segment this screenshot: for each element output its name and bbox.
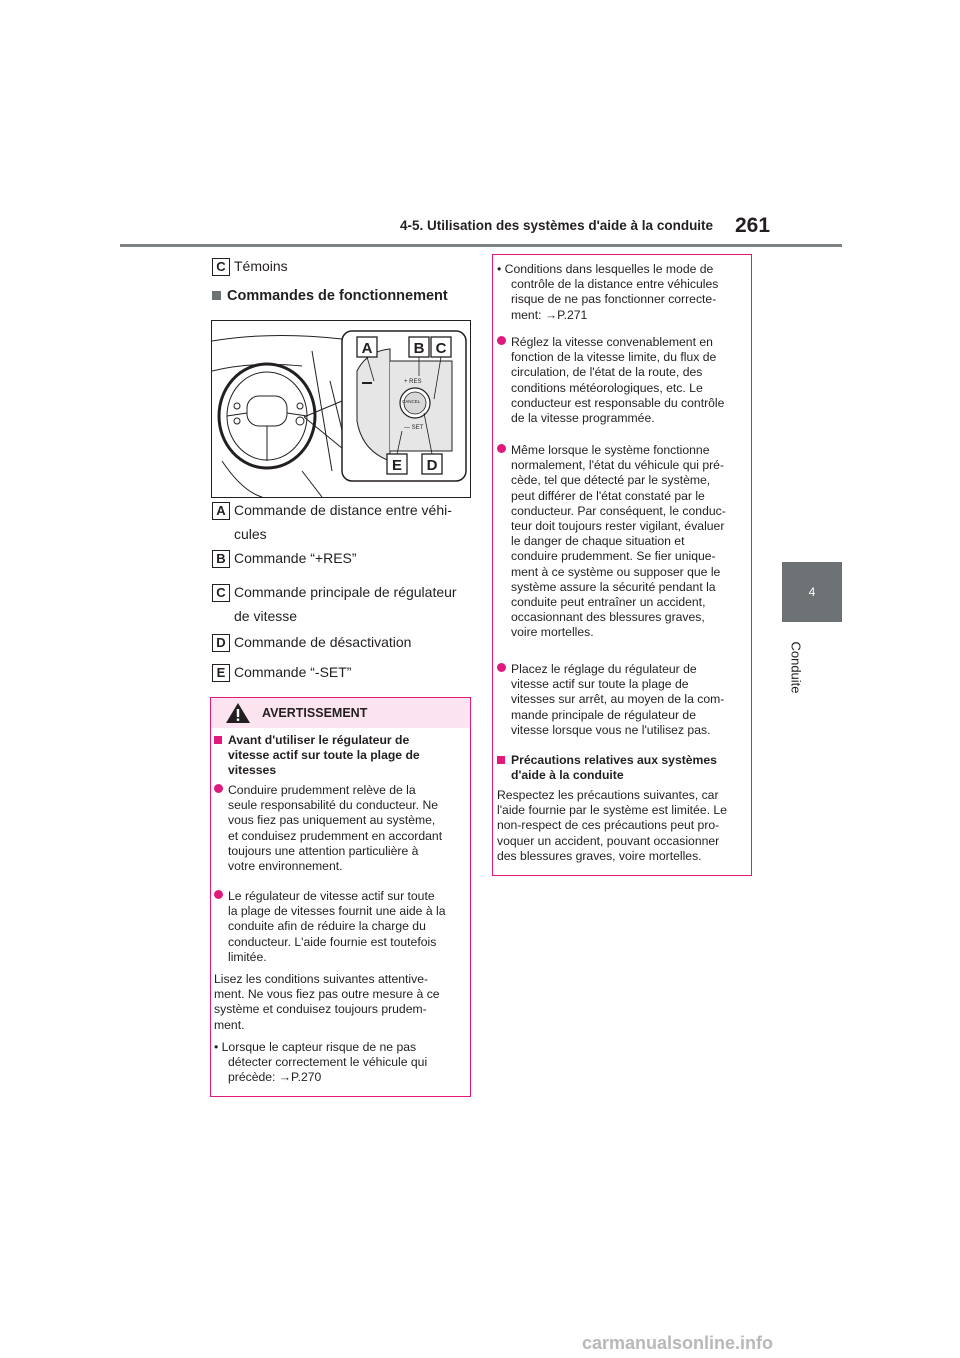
line: système assure la sécurité pendant la bbox=[511, 579, 716, 594]
item-text-cont: cules bbox=[234, 526, 267, 542]
warning-sub-bullet bbox=[214, 1040, 427, 1086]
right-sub-bullet bbox=[497, 262, 718, 323]
right-paragraph bbox=[497, 788, 727, 864]
line: mande principale de régulateur de bbox=[511, 707, 696, 722]
item-c-temoins bbox=[212, 258, 288, 276]
header-rule bbox=[120, 244, 842, 247]
line: Placez le réglage du régulateur de bbox=[511, 662, 697, 676]
arrow-right-icon: → bbox=[278, 1070, 292, 1085]
bullet-dot-icon bbox=[214, 784, 223, 793]
line: toujours une attention particulière à bbox=[228, 843, 419, 858]
line: système et conduisez toujours prudem- bbox=[214, 1002, 427, 1017]
line: ment. Ne vous fiez pas outre mesure à ce bbox=[214, 987, 440, 1002]
heading-text: Commandes de fonctionnement bbox=[227, 288, 448, 304]
line: conditions météorologiques, etc. Le bbox=[511, 380, 703, 395]
callout-letter: C bbox=[212, 584, 230, 602]
line: voquer un accident, pouvant occasionner bbox=[497, 833, 720, 848]
callout-letter: C bbox=[212, 258, 230, 276]
line: fonction de la vitesse limite, du flux de bbox=[511, 350, 717, 365]
line: normalement, l'état du véhicule qui pré- bbox=[511, 458, 725, 473]
section-heading bbox=[212, 288, 448, 304]
line: non-respect de ces précautions peut pro- bbox=[497, 818, 720, 833]
line: précède: bbox=[228, 1070, 276, 1085]
figure-label-a: A bbox=[361, 340, 373, 357]
set-label: — SET bbox=[404, 425, 424, 431]
page-reference-link[interactable]: P.270 bbox=[291, 1070, 322, 1085]
item-b bbox=[212, 550, 357, 568]
bullet-dot-icon bbox=[214, 890, 223, 899]
line: Précautions relatives aux systèmes bbox=[511, 753, 717, 767]
item-text: Commande “-SET” bbox=[234, 664, 352, 680]
line: vitesse actif sur toute la plage de bbox=[511, 677, 689, 692]
cancel-label: CANCEL bbox=[402, 399, 421, 404]
line: conducteur. Par conséquent, le conduc- bbox=[511, 503, 726, 518]
line: • Conditions dans lesquelles le mode de bbox=[497, 262, 714, 276]
chapter-number: 4 bbox=[808, 585, 816, 599]
line: • Lorsque le capteur risque de ne pas bbox=[214, 1040, 417, 1054]
warning-bullet-1 bbox=[214, 783, 442, 874]
square-bullet-icon bbox=[212, 291, 221, 300]
line: conducteur est responsable du contrôle bbox=[511, 395, 725, 410]
steering-wheel-illustration bbox=[212, 321, 470, 497]
line: des blessures graves, voire mortelles. bbox=[497, 848, 702, 863]
line: Respectez les précautions suivantes, car bbox=[497, 788, 719, 802]
item-text: Commande principale de régulateur bbox=[234, 584, 457, 600]
callout-letter: B bbox=[212, 550, 230, 568]
figure-label-e: E bbox=[391, 457, 403, 474]
warning-paragraph bbox=[214, 972, 440, 1033]
steering-wheel-figure bbox=[211, 320, 471, 498]
line: Réglez la vitesse convenablement en bbox=[511, 335, 713, 349]
line: risque de ne pas fonctionner correcte- bbox=[511, 292, 717, 307]
item-a bbox=[212, 502, 452, 542]
line: conduite afin de réduire la charge du bbox=[228, 919, 426, 934]
line: vitesses sur arrêt, au moyen de la com- bbox=[511, 692, 725, 707]
line: voire mortelles. bbox=[511, 625, 594, 640]
line: et conduisez prudemment en accordant bbox=[228, 828, 443, 843]
right-bullet-1 bbox=[497, 335, 724, 426]
item-text: Commande de désactivation bbox=[234, 634, 412, 650]
callout-letter: E bbox=[212, 664, 230, 682]
callout-letter: D bbox=[212, 634, 230, 652]
line: peut différer de l'état constaté par le bbox=[511, 488, 705, 503]
line: de la vitesse programmée. bbox=[511, 411, 655, 426]
figure-label-b: B bbox=[413, 340, 425, 357]
item-text: Témoins bbox=[234, 258, 288, 274]
line: votre environnement. bbox=[228, 859, 343, 874]
line: Avant d'utiliser le régulateur de bbox=[228, 733, 410, 747]
line: ment. bbox=[214, 1017, 245, 1032]
line: contrôle de la distance entre véhicules bbox=[511, 277, 719, 292]
line: vitesses bbox=[228, 763, 277, 778]
line: conduite peut entraîner un accident, bbox=[511, 595, 706, 610]
line: Même lorsque le système fonctionne bbox=[511, 443, 710, 457]
callout-letter: A bbox=[212, 502, 230, 520]
arrow-right-icon: → bbox=[544, 307, 558, 322]
warning-subheading bbox=[214, 733, 420, 779]
bullet-dot-icon bbox=[497, 444, 506, 453]
item-e bbox=[212, 664, 352, 682]
right-heading bbox=[497, 753, 717, 783]
line: ment à ce système ou supposer que le bbox=[511, 564, 721, 579]
right-bullet-2 bbox=[497, 443, 726, 641]
square-bullet-icon bbox=[497, 756, 505, 764]
line: limitée. bbox=[228, 949, 267, 964]
figure-label-d: D bbox=[426, 457, 438, 474]
bullet-dot-icon bbox=[497, 663, 506, 672]
item-d bbox=[212, 634, 412, 652]
res-label: + RES bbox=[404, 379, 422, 385]
page-number: 261 bbox=[735, 214, 771, 237]
line: Conduire prudemment relève de la bbox=[228, 783, 416, 797]
line: occasionnant des blessures graves, bbox=[511, 610, 705, 625]
line: la plage de vitesses fournit une aide à la bbox=[228, 904, 446, 919]
line: vitesse actif sur toute la plage de bbox=[228, 748, 420, 763]
line: l'aide fournie par le système est limitée. Le bbox=[497, 803, 727, 818]
line: détecter correctement le véhicule qui bbox=[228, 1055, 428, 1070]
line: d'aide à la conduite bbox=[511, 768, 624, 783]
right-bullet-3 bbox=[497, 662, 724, 738]
line: le danger de chaque situation et bbox=[511, 534, 685, 549]
item-text-cont: de vitesse bbox=[234, 608, 298, 624]
line: vitesse lorsque vous ne l'utilisez pas. bbox=[511, 722, 711, 737]
warning-triangle-icon bbox=[225, 702, 251, 724]
line: circulation, de l'état de la route, des bbox=[511, 365, 703, 380]
warning-title: AVERTISSEMENT bbox=[262, 706, 368, 720]
section-title: 4-5. Utilisation des systèmes d'aide à la conduite bbox=[400, 218, 714, 233]
line: conducteur. L'aide fournie est toutefois bbox=[228, 934, 437, 949]
warning-bullet-2 bbox=[214, 889, 446, 965]
line: cède, tel que détecté par le système, bbox=[511, 473, 711, 488]
line: Le régulateur de vitesse actif sur toute bbox=[228, 889, 435, 903]
chapter-label-text: Conduite bbox=[788, 641, 804, 694]
line: ment: bbox=[511, 307, 542, 322]
chapter-label bbox=[786, 632, 808, 712]
line: Lisez les conditions suivantes attentive- bbox=[214, 972, 429, 986]
square-bullet-icon bbox=[214, 736, 222, 744]
bullet-dot-icon bbox=[497, 336, 506, 345]
line: seule responsabilité du conducteur. Ne bbox=[228, 798, 439, 813]
page-reference-link[interactable]: P.271 bbox=[557, 307, 588, 322]
item-text: Commande de distance entre véhi- bbox=[234, 502, 452, 518]
line: vous fiez pas uniquement au système, bbox=[228, 813, 436, 828]
figure-label-c: C bbox=[435, 340, 447, 357]
item-text: Commande “+RES” bbox=[234, 550, 357, 566]
watermark: carmanualsonline.info bbox=[582, 1333, 774, 1353]
line: conduire prudemment. Se fier unique- bbox=[511, 549, 716, 564]
line: teur doit toujours rester vigilant, évaluer bbox=[511, 519, 725, 534]
item-c bbox=[212, 584, 457, 624]
